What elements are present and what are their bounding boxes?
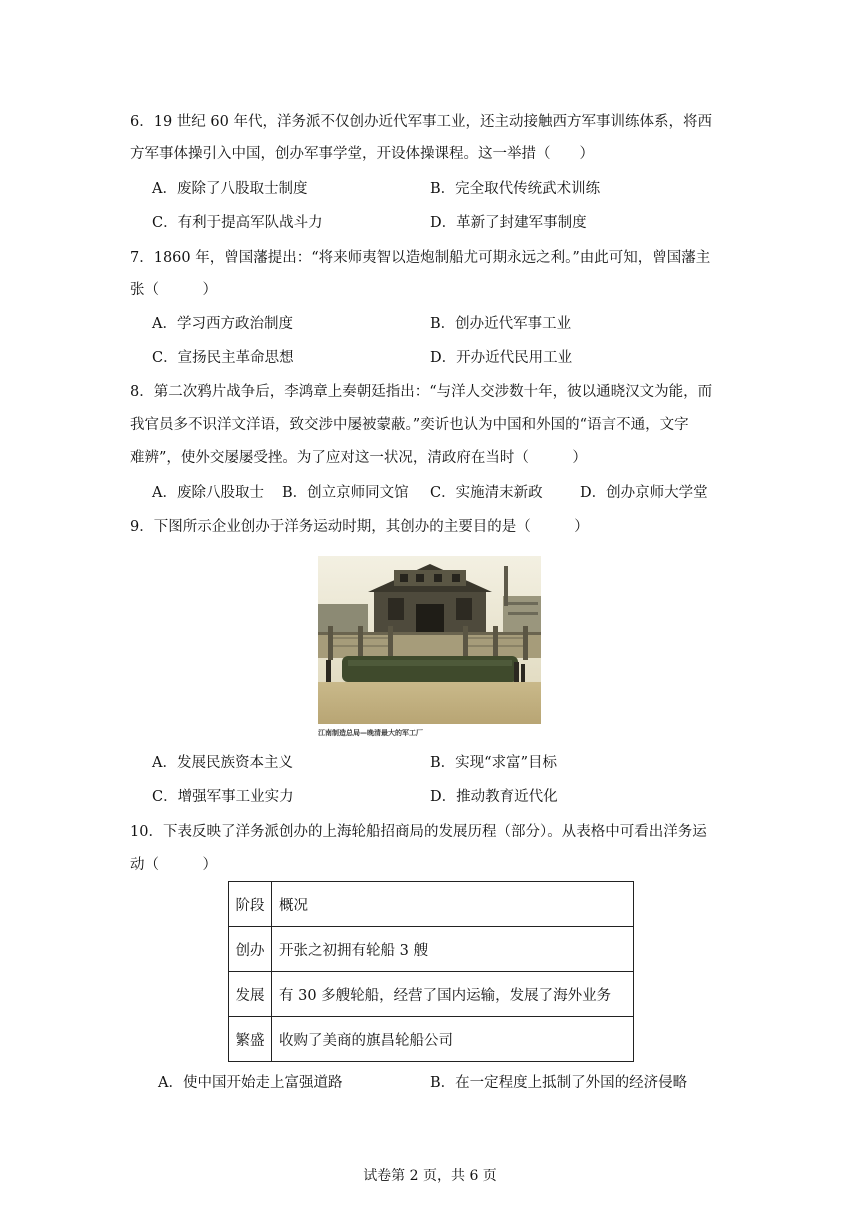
table-row	[229, 927, 634, 972]
q6-option-a[interactable]: A．废除了八股取士制度	[152, 181, 308, 197]
q9-option-d[interactable]: D．推动教育近代化	[430, 789, 558, 805]
q6-stem-line1: 6．19 世纪 60 年代，洋务派不仅创办近代军事工业，还主动接触西方军事训练体系，将西	[130, 114, 712, 130]
q7-stem-line1: 7．1860 年，曾国藩提出：“将来师夷智以造炮制船尤可期永远之利。”由此可知，曾国藩主	[130, 250, 711, 266]
q7-option-d[interactable]: D．开办近代民用工业	[430, 350, 573, 366]
q9-option-c[interactable]: C．增强军事工业实力	[152, 789, 294, 805]
q6-option-b[interactable]: B．完全取代传统武术训练	[430, 181, 601, 197]
q8-stem-line3: 难辨”，使外交屡屡受挫。为了应对这一状况，清政府在当时（ ）	[130, 450, 587, 466]
table-header-row	[229, 882, 634, 927]
q8-option-b[interactable]: B．创立京师同文馆	[282, 485, 409, 501]
q7-option-b[interactable]: B．创办近代军事工业	[430, 316, 572, 332]
q7-option-c[interactable]: C．宣扬民主革命思想	[152, 350, 294, 366]
q10-stem-line2: 动（ ）	[130, 857, 217, 873]
q9-option-b[interactable]: B．实现“求富”目标	[430, 755, 557, 771]
q8-option-c[interactable]: C．实施清末新政	[430, 485, 543, 501]
q7-option-a[interactable]: A．学习西方政治制度	[152, 316, 293, 332]
table-cell-overview: 收购了美商的旗昌轮船公司	[272, 1017, 634, 1062]
q8-stem-line2: 我官员多不识洋文洋语，致交涉中屡被蒙蔽。”奕䜣也认为中国和外国的“语言不通，文字	[130, 417, 689, 433]
table-cell-stage: 创办	[229, 927, 272, 972]
q9-option-a[interactable]: A．发展民族资本主义	[152, 755, 293, 771]
q10-stem-line1: 10．下表反映了洋务派创办的上海轮船招商局的发展历程（部分）。从表格中可看出洋务运	[130, 824, 707, 840]
table-cell-overview: 有 30 多艘轮船，经营了国内运输，发展了海外业务	[272, 972, 634, 1017]
photo-caption: 江南制造总局—晚清最大的军工厂	[318, 729, 423, 737]
page-footer: 试卷第 2 页，共 6 页	[363, 1168, 497, 1184]
history-table	[228, 881, 634, 1062]
table-cell-stage: 发展	[229, 972, 272, 1017]
q10-option-a[interactable]: A．使中国开始走上富强道路	[158, 1075, 343, 1091]
q6-option-c[interactable]: C．有利于提高军队战斗力	[152, 215, 323, 231]
q8-option-d[interactable]: D．创办京师大学堂	[580, 485, 708, 501]
jiangnan-arsenal-photo	[318, 556, 541, 724]
q6-stem-line2: 方军事体操引入中国，创办军事学堂，开设体操课程。这一举措（ ）	[130, 146, 594, 162]
table-header-stage: 阶段	[229, 882, 272, 927]
table-header-overview: 概况	[272, 882, 634, 927]
table-row	[229, 1017, 634, 1062]
q8-stem-line1: 8．第二次鸦片战争后，李鸿章上奏朝廷指出：“与洋人交涉数十年，彼以通晓汉文为能，而	[130, 384, 713, 400]
q9-stem-line1: 9．下图所示企业创办于洋务运动时期，其创办的主要目的是（ ）	[130, 519, 589, 535]
table-cell-stage: 繁盛	[229, 1017, 272, 1062]
q10-option-b[interactable]: B．在一定程度上抵制了外国的经济侵略	[430, 1075, 688, 1091]
table-cell-overview: 开张之初拥有轮船 3 艘	[272, 927, 634, 972]
q8-option-a[interactable]: A．废除八股取士	[152, 485, 264, 501]
q7-stem-line2: 张（ ）	[130, 282, 217, 298]
table-row	[229, 972, 634, 1017]
q6-option-d[interactable]: D．革新了封建军事制度	[430, 215, 587, 231]
